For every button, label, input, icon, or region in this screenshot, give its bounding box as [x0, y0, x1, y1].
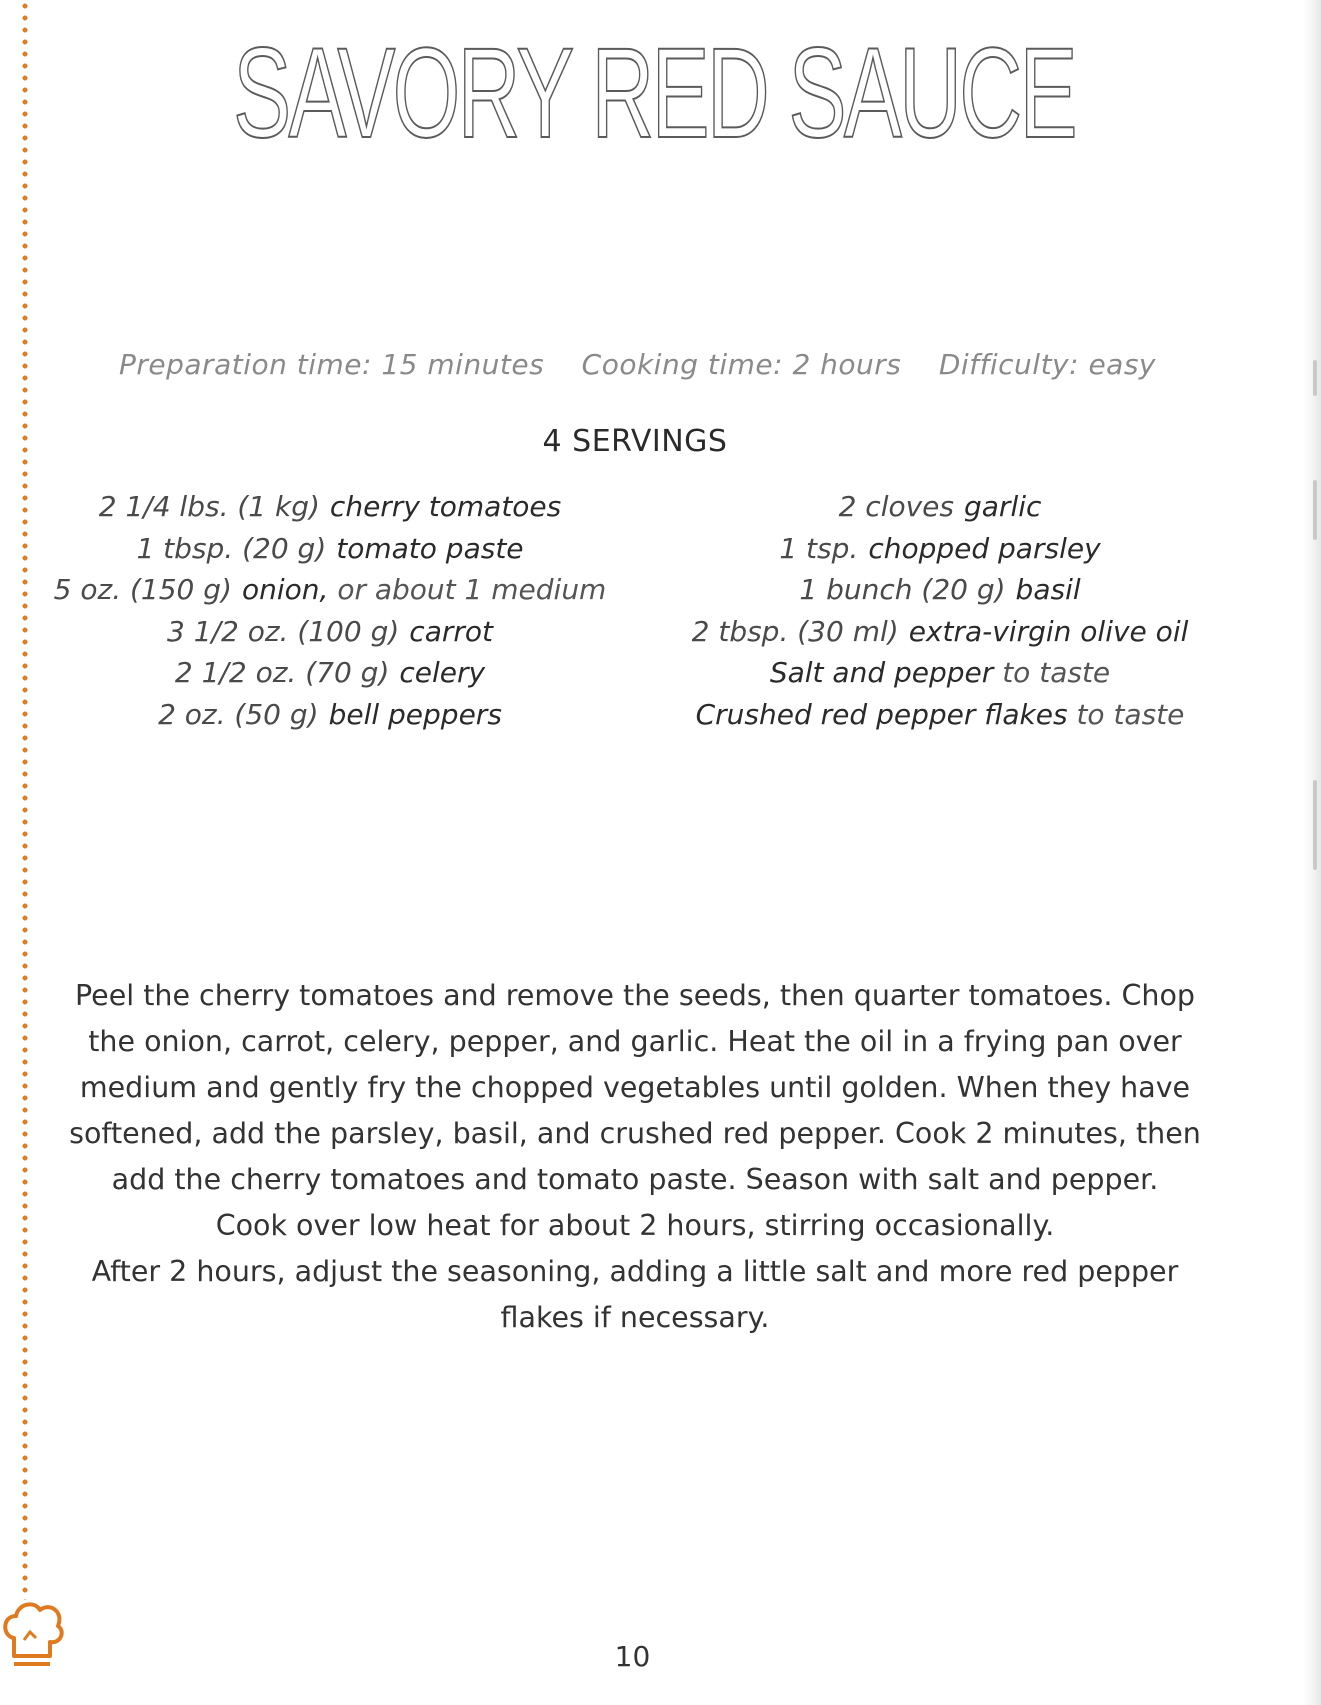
recipe-title: SAVORY RED SAUCE — [233, 22, 1075, 165]
cook-time: Cooking time: 2 hours — [581, 348, 902, 381]
ingredient-item: Salt and pepper to taste — [769, 656, 1111, 689]
method-line: Peel the cherry tomatoes and remove the seeds, then quarter tomatoes. Chop — [75, 979, 1195, 1012]
prep-time: Preparation time: 15 minutes — [119, 348, 545, 381]
page-number: 10 — [614, 1640, 651, 1673]
ingredient-item: Crushed red pepper flakes to taste — [695, 697, 1185, 731]
ingredients-right — [650, 486, 1230, 735]
method-text — [40, 973, 1230, 1341]
ingredient-item: 2 1/4 lbs. (1 kg) cherry tomatoes — [98, 490, 562, 523]
method-line: softened, add the parsley, basil, and crushed red pepper. Cook 2 minutes, then — [69, 1117, 1201, 1150]
ingredient-item: 3 1/2 oz. (100 g) carrot — [167, 614, 493, 648]
method-line: the onion, carrot, celery, pepper, and garlic. Heat the oil in a frying pan over — [88, 1025, 1182, 1058]
difficulty: Difficulty: easy — [938, 348, 1156, 381]
ingredient-item: 1 tsp. chopped parsley — [779, 531, 1101, 565]
method-line: After 2 hours, adjust the seasoning, adding a little salt and more red pepper — [91, 1255, 1179, 1288]
method-line: add the cherry tomatoes and tomato paste. Season with salt and pepper. — [111, 1163, 1159, 1196]
ingredient-item: 2 1/2 oz. (70 g) celery — [174, 656, 486, 689]
ingredient-item: 2 oz. (50 g) bell peppers — [158, 697, 502, 731]
page-edge — [1303, 0, 1321, 1705]
method-line: medium and gently fry the chopped vegetables until golden. When they have — [79, 1071, 1191, 1104]
ingredient-item: 1 tbsp. (20 g) tomato paste — [136, 531, 524, 565]
method-line: Cook over low heat for about 2 hours, stirring occasionally. — [215, 1209, 1055, 1242]
method-line: flakes if necessary. — [500, 1301, 770, 1334]
ingredient-item: 5 oz. (150 g) onion, or about 1 medium — [53, 573, 607, 606]
ingredient-item: 1 bunch (20 g) basil — [799, 573, 1081, 606]
ingredients-left — [40, 486, 620, 735]
dotted-border — [22, 0, 28, 1600]
ingredient-item: 2 tbsp. (30 ml) extra-virgin olive oil — [691, 614, 1189, 648]
ingredient-item: 2 cloves garlic — [838, 490, 1042, 523]
recipe-meta — [0, 348, 1275, 381]
servings: 4 SERVINGS — [542, 424, 728, 459]
